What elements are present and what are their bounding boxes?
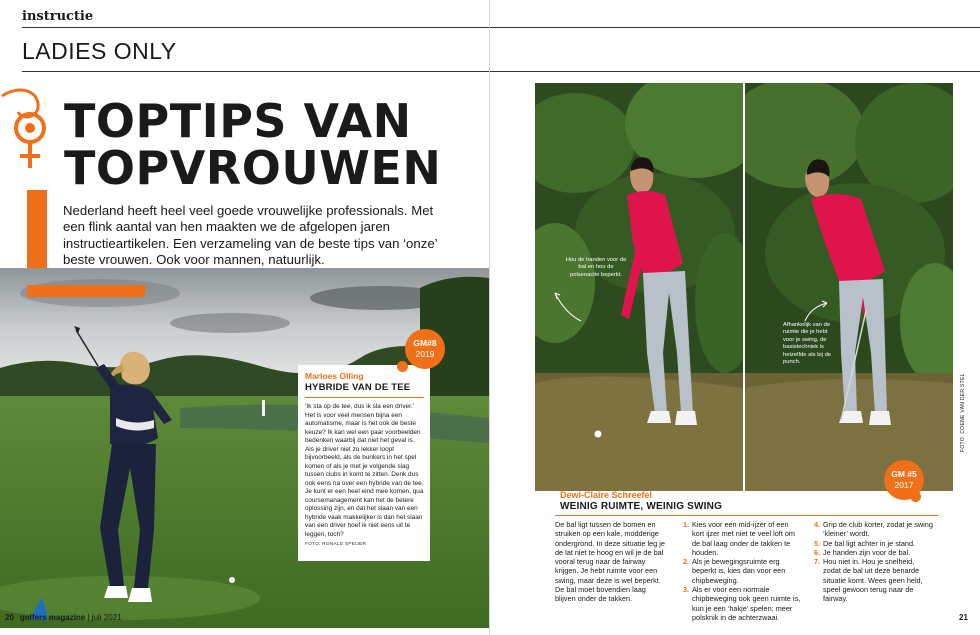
step-item <box>814 539 934 548</box>
card-photo-credit: FOTO: RONALD SPEIJER <box>305 542 367 547</box>
steps-column-1 <box>683 520 801 622</box>
card-title: HYBRIDE VAN DE TEE <box>305 382 411 393</box>
orange-corner-bar-horizontal <box>27 285 145 297</box>
issue-date: juli 2021 <box>91 613 122 622</box>
step-item <box>814 520 934 539</box>
issue-badge-left <box>405 329 445 369</box>
magazine-name: golfers magazine <box>19 613 86 622</box>
photo-annotation-1: Hou de handen voor de bal en hou de polsenactie beperkt. <box>565 257 627 278</box>
headline <box>64 94 442 195</box>
badge-year: 2019 <box>415 349 435 359</box>
step-number: 6. <box>814 547 821 557</box>
step-text: Hou niet in. Hou je snelheid, zodat de bal uit deze benarde situatie komt. Wees geen held, speel gewoon terug naar de fairway. <box>823 557 923 604</box>
step-item <box>683 557 801 585</box>
section-label: instructie <box>22 9 94 24</box>
left-page <box>0 0 489 635</box>
step-number: 4. <box>814 520 821 529</box>
step-text: Kies voor een mid-ijzer of een kort ijzer met niet te veel loft om de bal laag onder de takken te houden. <box>692 520 796 557</box>
intro-text: Nederland heeft heel veel goede vrouwelijke professionals. Met een flink aantal van hen maakten we de afgelopen jaren instructieartikelen. Een verzameling van de beste tips van ‘onze’ beste vrouwen. Ook voor mannen, natuurlijk. <box>63 203 438 268</box>
step-number: 5. <box>814 538 821 548</box>
subsection-rule <box>22 71 489 72</box>
page-number-right: 21 <box>959 613 968 622</box>
step-item <box>814 557 934 603</box>
badge-tail-dot <box>397 361 408 372</box>
step-number: 2. <box>683 557 690 567</box>
right-intro-column: De bal ligt tussen de bomen en struiken op een kale, modderige ondergrond. In deze situatie leg je de lat niet te hoog en wil je de bal vooral terug naar de fairway krijgen. Je hebt ruimte voor een swing, maar deze is wel beperkt. De bal moet bovendien laag blijven onder de takken. <box>555 520 665 604</box>
right-author: Dewi-Claire Schreefel <box>560 490 653 500</box>
right-title: WEINIG RUIMTE, WEINIG SWING <box>560 501 723 512</box>
subsection-rule-right <box>490 71 980 72</box>
badge-tail-dot-right <box>910 491 921 502</box>
right-rule <box>555 515 938 516</box>
step-item <box>683 520 801 557</box>
step-number: 7. <box>814 557 821 567</box>
photo-setup-1 <box>535 83 743 491</box>
photo-setup-2 <box>745 83 953 491</box>
header-rule <box>22 27 489 28</box>
photo-credit-right: FOTO: COENE VAN DER STEL <box>960 373 966 452</box>
step-number: 1. <box>683 520 690 529</box>
step-text: De bal ligt achter in je stand. <box>823 538 916 548</box>
badge-issue: GM#8 <box>413 338 437 348</box>
card-rule <box>305 397 424 398</box>
card-body: ‘Ik sta op de tee, dus ik sla een driver.’ Het is voor veel mensen bijna een automatisme, maar is het ook de beste keuze? Ik kan wel een paar voorbeelden bedenken waarbij dat niet het geval is. Als je driver niet zo lekker loopt bijvoorbeeld, als de bunkers in het spel komen of als je met je volgende slag tussen clubs in komt te zitten. Denk dus ook eens na over een hybride van de tee. Je kunt er een heel eind mee komen, qua coursemanagement kan het de betere oplossing zijn, en dat het slaan van een hybride vaak makkelijker is dan het slaan van een driver hoef ik niet eens uit te leggen, toch? <box>305 403 424 538</box>
header-rule-right <box>490 27 980 28</box>
step-text: Als er voor een normale chipbeweging ook geen ruimte is, kun je een ‘hakje’ spelen: meer polsknik in de achterzwaai. <box>692 585 801 622</box>
tip-card-marloes <box>298 365 430 561</box>
step-item <box>683 585 801 622</box>
right-page <box>490 0 980 635</box>
page-number-left: 20 <box>5 613 14 622</box>
venus-symbol-icon <box>0 86 70 176</box>
step-number: 3. <box>683 585 690 595</box>
step-item <box>814 548 934 557</box>
headline-line-2: TOPVROUWEN <box>64 141 442 195</box>
step-text: Als je bewegingsruimte erg beperkt is, kies dan voor een chipbeweging. <box>692 557 786 585</box>
subsection-title: LADIES ONLY <box>22 38 177 64</box>
step-text: Grip de club korter, zodat je swing ‘kleiner’ wordt. <box>823 520 933 539</box>
step-text: Je handen zijn voor de bal. <box>823 547 911 557</box>
steps-column-2 <box>814 520 934 604</box>
badge-issue-right: GM #5 <box>891 469 917 479</box>
photo-annotation-2: Afhankelijk van de ruimte die je hebt voor je swing, de basistechniek is hetzelfde als bij de punch. <box>783 322 832 366</box>
badge-year-right: 2017 <box>894 480 914 490</box>
folio-left: 20 golfers magazine | juli 2021 <box>5 613 122 622</box>
headline-line-1: TOPTIPS VAN <box>64 94 412 148</box>
card-author: Marloes Olling <box>305 371 364 381</box>
